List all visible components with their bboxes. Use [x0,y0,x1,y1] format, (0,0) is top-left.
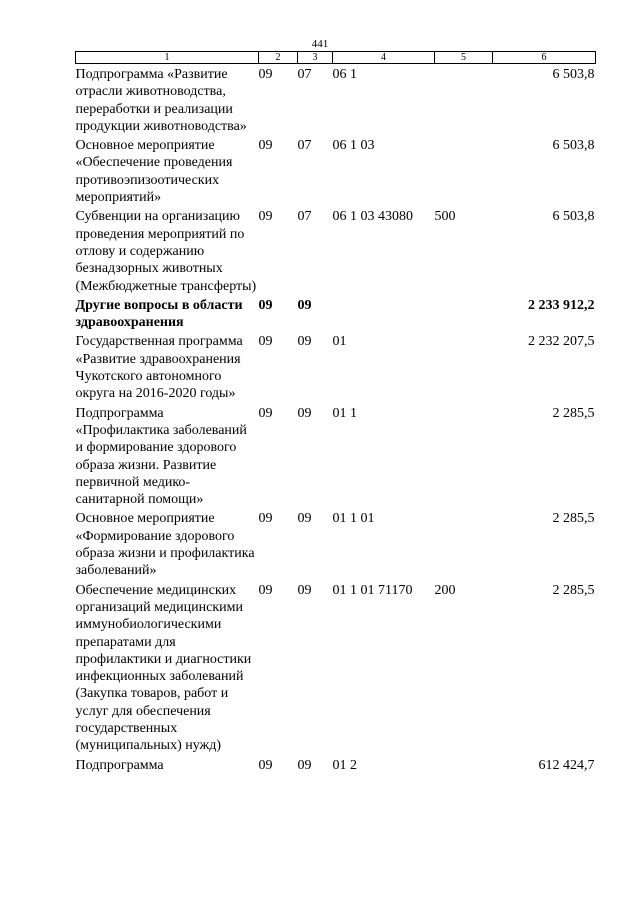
row-target-code [333,297,435,334]
header-col-5: 5 [435,52,493,64]
row-name: Основное мероприятие «Обеспечение проведения противоэпизоотических мероприятий» [75,138,233,206]
row-subsection: 09 [297,405,312,421]
row-target-code: 01 [332,334,347,350]
row-target-code: 01 1 01 [332,511,375,527]
row-subsection: 07 [297,67,312,82]
row-subsection: 09 [297,297,312,313]
row-name: Подпрограмма «Профилактика заболеваний и формирование здорового образа жизни. Развитие первичной медико-санитарной помощи» [75,405,247,508]
row-subsection: 09 [297,582,312,598]
row-expense-type [435,137,493,208]
row-subsection: 09 [297,757,312,773]
table-row [76,582,596,757]
header-row [76,52,596,64]
table-body [76,64,596,776]
header-col-3: 3 [298,52,333,64]
row-section: 09 [258,209,273,225]
table-row [76,757,596,776]
row-subsection: 07 [297,138,312,154]
row-amount: 2 233 912,2 [528,297,595,313]
row-amount: 2 232 207,5 [528,334,595,350]
row-expense-type [435,405,493,511]
row-target-code: 06 1 [332,67,357,82]
table-row [76,297,596,334]
row-expense-type [435,333,493,404]
row-section: 09 [258,67,273,82]
row-expense-type [435,297,493,334]
row-section: 09 [258,334,273,350]
header-col-1: 1 [76,52,259,64]
table-row [76,405,596,511]
row-amount: 612 424,7 [538,757,595,773]
row-amount: 6 503,8 [552,67,595,82]
row-amount: 2 285,5 [552,511,595,527]
row-expense-type: 500 [434,209,456,225]
table-row [76,333,596,404]
row-amount: 2 285,5 [552,582,595,598]
row-name: Государственная программа «Развитие здравоохранения Чукотского автономного округа на 2016-2020 годы» [75,334,243,402]
row-section: 09 [258,405,273,421]
row-target-code: 01 1 [332,405,357,421]
budget-table [75,51,596,776]
table-row [76,137,596,208]
row-target-code: 01 2 [332,757,357,773]
row-amount: 2 285,5 [552,405,595,421]
row-section: 09 [258,757,273,773]
row-subsection: 09 [297,334,312,350]
row-name: Другие вопросы в области здравоохранения [75,297,243,331]
row-expense-type: 200 [434,582,456,598]
header-col-4: 4 [333,52,435,64]
row-section: 09 [258,297,273,313]
row-target-code: 06 1 03 43080 [332,209,413,225]
row-amount: 6 503,8 [552,209,595,225]
page-number: 441 [311,38,329,50]
row-target-code: 01 1 01 71170 [332,582,413,598]
row-section: 09 [258,138,273,154]
row-name: Подпрограмма «Развитие отрасли животноводства, переработки и реализации продукции животноводства» [75,67,247,134]
header-col-6: 6 [493,52,596,64]
row-name: Обеспечение медицинских организаций медицинскими иммунобиологическими препаратами для профилактики и диагностики инфекционных заболеваний (Закупка товаров, работ и услуг для обеспечения государственных (муниципальных) нужд) [75,582,252,754]
table-row [76,64,596,138]
table-row [76,208,596,296]
row-section: 09 [258,582,273,598]
row-name: Субвенции на организацию проведения мероприятий по отлову и содержанию безнадзорных животных (Межбюджетные трансферты) [75,209,257,294]
row-subsection: 09 [297,511,312,527]
row-expense-type [435,64,493,138]
table-row [76,510,596,581]
row-subsection: 07 [297,209,312,225]
row-expense-type [435,757,493,776]
row-name: Основное мероприятие «Формирование здорового образа жизни и профилактика заболеваний» [75,511,255,579]
row-target-code: 06 1 03 [332,138,375,154]
row-expense-type [435,510,493,581]
row-amount: 6 503,8 [552,138,595,154]
row-section: 09 [258,511,273,527]
header-col-2: 2 [259,52,298,64]
row-name: Подпрограмма [75,757,164,773]
table-header [76,52,596,64]
